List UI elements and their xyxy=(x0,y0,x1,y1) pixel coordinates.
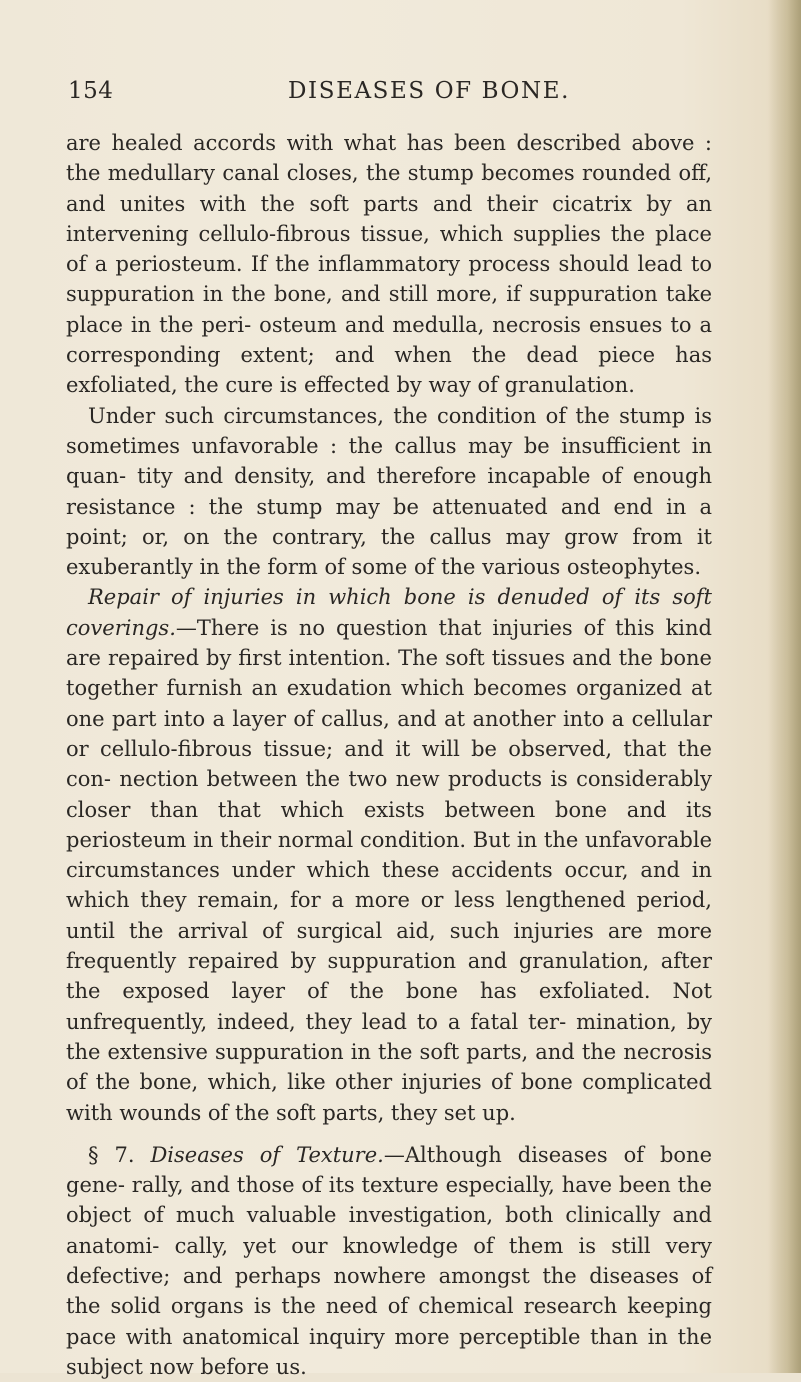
section-heading-repair: Repair of injuries in which bone is denuded of its soft coverings. xyxy=(66,585,712,640)
paragraph-text: —Although diseases of bone gene- rally, and those of its texture especially, have been the object of much valuable investigation, both clinically and anatomi- cally, yet our knowledge of them is still very defective; and perhaps nowhere amongst the diseases of the solid organs is the need of chemical research keeping pace with anatomical inquiry more perceptible than in the subject now before us. xyxy=(66,1142,713,1379)
section-heading-texture: Diseases of Texture. xyxy=(150,1142,384,1167)
section-number: § 7. xyxy=(88,1142,151,1167)
paragraph-1 xyxy=(66,128,712,401)
running-head: DISEASES OF BONE. xyxy=(288,78,571,104)
paragraph-text: —There is no question that injuries of this kind are repaired by first intention. The soft tissues and the bone together furnish an exudation which becomes organized at one part into a layer of callus, and at another into a cellular or cellulo-fibrous tissue; and it will be observed, that the con- nection between the two new products is considerably closer than that which exists between bone and its periosteum in their normal condition. But in the unfavorable circumstances under which these accidents occur, and in which they remain, for a more or less lengthened period, until the arrival of surgical aid, such injuries are more frequently repaired by suppuration and granulation, after the exposed layer of the bone has exfoliated. Not unfrequently, indeed, they lead to a fatal ter- mination, by the extensive suppuration in the soft parts, and the necrosis of the bone, which, like other injuries of bone complicated with wounds of the soft parts, they set up. xyxy=(66,615,712,1125)
paragraph-4 xyxy=(66,1140,712,1382)
paragraph-2 xyxy=(66,401,712,583)
body-text xyxy=(66,128,712,1382)
paragraph-text: Under such circumstances, the condition of the stump is sometimes unfavorable : the callus may be insufficient in quan- tity and density, and therefore incapable of enough resistance : the stump may be attenuated and end in a point; or, on the contrary, the callus may grow from it exuberantly in the form of some of the various osteophytes. xyxy=(66,403,712,580)
page-number: 154 xyxy=(68,78,114,104)
page-edge-shadow xyxy=(767,0,801,1373)
page-header xyxy=(68,78,708,112)
paragraph-3 xyxy=(66,582,712,1127)
paragraph-text: are healed accords with what has been described above : the medullary canal closes, the stump becomes rounded off, and unites with the soft parts and their cicatrix by an intervening cellulo-fibrous tissue, which supplies the place of a periosteum. If the inflammatory process should lead to suppuration in the bone, and still more, if suppuration take place in the peri- osteum and medulla, necrosis ensues to a corresponding extent; and when the dead piece has exfoliated, the cure is effected by way of granulation. xyxy=(66,131,712,398)
